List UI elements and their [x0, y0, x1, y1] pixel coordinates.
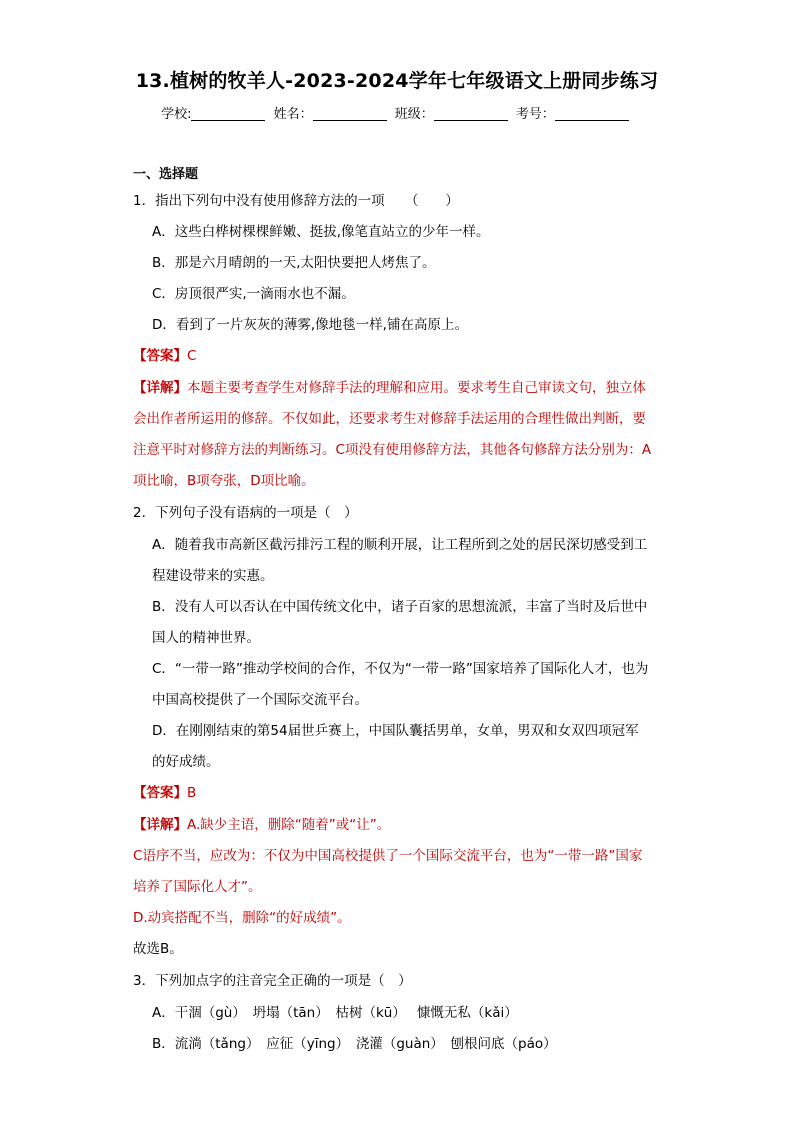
name-blank[interactable] — [313, 107, 387, 121]
q1-detail-line-1 — [133, 378, 646, 398]
q1-detail-line-2: 会出作者所运用的修辞。不仅如此，还要求考生对修辞手法运用的合理性做出判断，要 — [133, 411, 646, 427]
q2-option-a-line-1: A．随着我市高新区截污排污工程的顺利开展，让工程所到之处的居民深切感受到工 — [152, 537, 648, 553]
q1-option-c: C．房顶很严实,一滴雨水也不漏。 — [152, 286, 355, 302]
q2-detail-line-2: C语序不当，应改为：不仅为中国高校提供了一个国际交流平台，也为“一带一路”国家 — [133, 848, 643, 864]
student-info-row — [0, 103, 794, 122]
class-label: 班级： — [394, 107, 434, 122]
detail-text: 本题主要考查学生对修辞手法的理解和应用。要求考生自己审读文句，独立体 — [187, 380, 646, 396]
school-label: 学校: — [161, 107, 192, 122]
answer-tag: 【答案】 — [133, 785, 187, 801]
q1-option-b: B．那是六月晴朗的一天,太阳快要把人烤焦了。 — [152, 255, 436, 271]
q2-option-c-line-2: 中国高校提供了一个国际交流平台。 — [152, 692, 368, 708]
page-title: 13.植树的牧羊人-2023-2024学年七年级语文上册同步练习 — [135, 70, 659, 92]
q2-option-c-line-1: C．“一带一路”推动学校间的合作，不仅为“一带一路”国家培养了国际化人才，也为 — [152, 661, 649, 677]
q2-answer — [133, 783, 196, 803]
answer-value: B — [187, 785, 197, 801]
q1-detail-line-4: 项比喻，B项夸张，D项比喻。 — [133, 473, 315, 489]
q2-detail-line-1 — [133, 815, 390, 835]
detail-tag: 【详解】 — [133, 817, 187, 833]
q1-detail-line-3: 注意平时对修辞方法的判断练习。C项没有使用修辞方法，其他各句修辞方法分别为：A — [133, 442, 652, 458]
q2-option-b-line-1: B．没有人可以否认在中国传统文化中，诸子百家的思想流派，丰富了当时及后世中 — [152, 599, 648, 615]
section-title: 一、选择题 — [133, 167, 199, 182]
q2-detail-line-3: 培养了国际化人才”。 — [133, 879, 262, 895]
school-blank[interactable] — [191, 107, 265, 121]
q2-option-d-line-2: 的好成绩。 — [152, 754, 220, 770]
q3-option-b: B．流淌（tǎng） 应征（yīng） 浇灌（guàn） 刨根问底（páo） — [152, 1036, 557, 1052]
q2-option-b-line-2: 国人的精神世界。 — [152, 630, 260, 646]
q2-stem: 2．下列句子没有语病的一项是（ ） — [133, 505, 358, 521]
q2-option-a-line-2: 程建设带来的实惠。 — [152, 568, 274, 584]
q3-stem: 3．下列加点字的注音完全正确的一项是（ ） — [133, 973, 412, 989]
exam-number-blank[interactable] — [555, 107, 629, 121]
class-blank[interactable] — [434, 107, 508, 121]
q1-option-d: D．看到了一片灰灰的薄雾,像地毯一样,铺在高原上。 — [152, 317, 468, 333]
q1-option-a: A．这些白桦树棵棵鲜嫩、挺拔,像笔直站立的少年一样。 — [152, 224, 490, 240]
exam-number-label: 考号： — [515, 107, 555, 122]
q3-option-a: A．干涸（gù） 坍塌（tān） 枯树（kū） 慷慨无私（kǎi） — [152, 1005, 518, 1021]
q2-detail-line-4: D.动宾搭配不当，删除“的好成绩”。 — [133, 910, 351, 926]
detail-tag: 【详解】 — [133, 380, 187, 396]
answer-value: C — [187, 348, 197, 364]
detail-text: A.缺少主语，删除“随着”或“让”。 — [187, 817, 391, 833]
q1-answer — [133, 346, 196, 366]
q2-conclusion: 故选B。 — [133, 941, 183, 957]
answer-tag: 【答案】 — [133, 348, 187, 364]
q2-option-d-line-1: D．在刚刚结束的第54届世乒赛上，中国队囊括男单，女单，男双和女双四项冠军 — [152, 723, 639, 739]
q1-stem: 1．指出下列句中没有使用修辞方法的一项 （ ） — [133, 193, 459, 209]
name-label: 姓名： — [273, 107, 313, 122]
